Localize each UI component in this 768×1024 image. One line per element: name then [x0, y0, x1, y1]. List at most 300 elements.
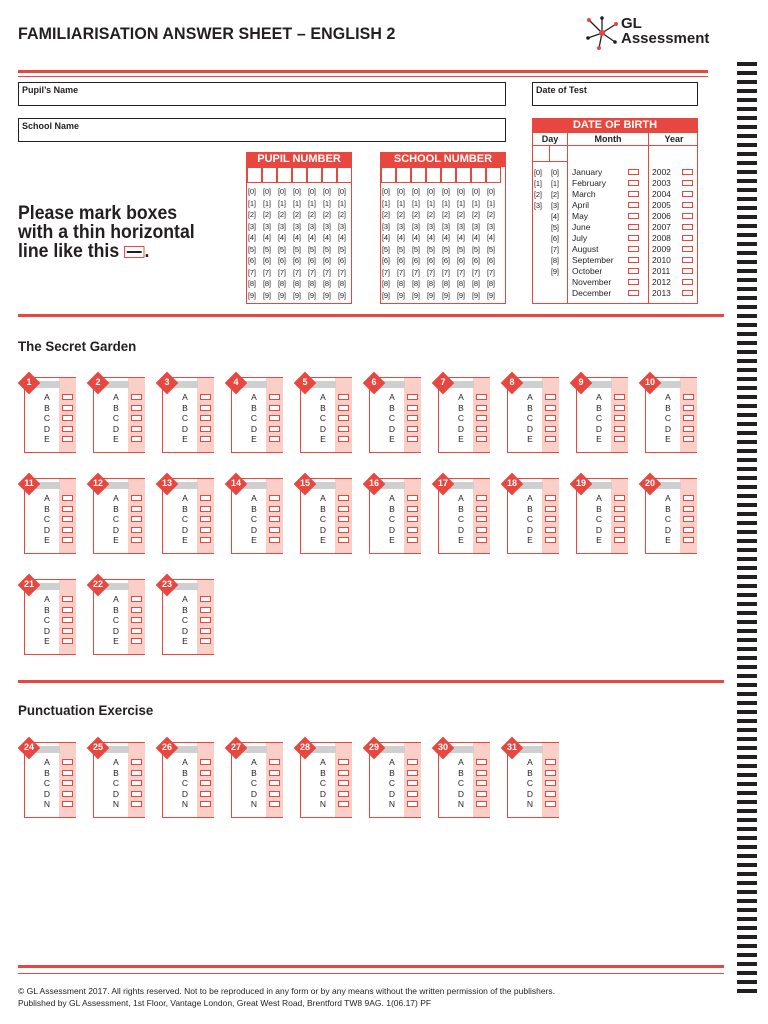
school-number-digit-bubble[interactable]: [5]	[442, 244, 450, 254]
answer-box[interactable]	[269, 495, 280, 501]
dob-year-box[interactable]	[682, 202, 693, 208]
answer-box[interactable]	[338, 394, 349, 400]
school-number-digit-bubble[interactable]: [1]	[412, 198, 420, 208]
pupil-number-digit-bubble[interactable]: [5]	[293, 244, 301, 254]
school-number-digit-bubble[interactable]: [4]	[382, 233, 390, 242]
school-number-digit-bubble[interactable]: [1]	[472, 198, 480, 208]
school-number-digit-bubble[interactable]: [3]	[457, 221, 465, 231]
answer-box[interactable]	[62, 607, 73, 613]
answer-box[interactable]	[338, 415, 349, 421]
answer-box[interactable]	[62, 495, 73, 501]
pupil-number-digit-bubble[interactable]: [4]	[308, 233, 316, 242]
school-number-digit-bubble[interactable]: [0]	[382, 187, 390, 196]
answer-box[interactable]	[545, 537, 556, 543]
school-number-digit-bubble[interactable]: [6]	[382, 256, 390, 265]
answer-box[interactable]	[131, 426, 142, 432]
pupil-number-digit-bubble[interactable]: [6]	[263, 256, 271, 265]
pupil-number-digit-bubble[interactable]: [9]	[263, 290, 271, 300]
school-number-digit-bubble[interactable]: [3]	[397, 221, 405, 231]
pupil-number-digit-bubble[interactable]: [3]	[308, 221, 316, 231]
pupil-number-digit-bubble[interactable]: [6]	[308, 256, 316, 265]
dob-month-box[interactable]	[628, 246, 639, 252]
dob-month-box[interactable]	[628, 268, 639, 274]
dob-month-row[interactable]	[572, 233, 639, 243]
pupil-number-digit-bubble[interactable]: [3]	[293, 221, 301, 231]
pupil-number-digit-bubble[interactable]: [3]	[323, 221, 331, 231]
answer-box[interactable]	[407, 394, 418, 400]
answer-box[interactable]	[200, 426, 211, 432]
answer-box[interactable]	[545, 415, 556, 421]
school-number-digit-bubble[interactable]: [1]	[382, 198, 390, 208]
dob-day-tens-bubble[interactable]: [0]	[534, 168, 542, 177]
pupil-number-digit-bubble[interactable]: [8]	[323, 279, 331, 288]
answer-box[interactable]	[338, 801, 349, 807]
answer-box[interactable]	[200, 638, 211, 644]
school-number-digit-bubble[interactable]: [4]	[397, 233, 405, 242]
pupil-number-digit-bubble[interactable]: [2]	[263, 210, 271, 219]
pupil-number-digit-bubble[interactable]: [8]	[293, 279, 301, 288]
answer-box[interactable]	[338, 791, 349, 797]
answer-box[interactable]	[131, 791, 142, 797]
answer-box[interactable]	[476, 394, 487, 400]
answer-box[interactable]	[614, 415, 625, 421]
answer-box[interactable]	[131, 436, 142, 442]
answer-box[interactable]	[62, 527, 73, 533]
pupil-number-digit-bubble[interactable]: [0]	[293, 187, 301, 196]
pupil-number-digit-bubble[interactable]: [0]	[308, 187, 316, 196]
answer-box[interactable]	[131, 638, 142, 644]
school-number-digit-bubble[interactable]: [8]	[412, 279, 420, 288]
answer-box[interactable]	[269, 405, 280, 411]
pupil-number-digit-bubble[interactable]: [4]	[278, 233, 286, 242]
school-number-digit-bubble[interactable]: [3]	[472, 221, 480, 231]
answer-box[interactable]	[614, 394, 625, 400]
answer-box[interactable]	[476, 527, 487, 533]
school-number-digit-bubble[interactable]: [4]	[472, 233, 480, 242]
pupil-number-digit-bubble[interactable]: [7]	[308, 267, 316, 277]
dob-month-box[interactable]	[628, 169, 639, 175]
answer-box[interactable]	[131, 628, 142, 634]
answer-box[interactable]	[407, 436, 418, 442]
pupil-number-digit-bubble[interactable]: [6]	[338, 256, 346, 265]
dob-day-tens-bubble[interactable]: [1]	[534, 179, 542, 188]
answer-box[interactable]	[545, 516, 556, 522]
school-number-digit-bubble[interactable]: [3]	[487, 221, 495, 231]
answer-box[interactable]	[200, 628, 211, 634]
answer-box[interactable]	[476, 405, 487, 411]
pupil-number-digit-bubble[interactable]: [5]	[248, 244, 256, 254]
answer-box[interactable]	[131, 527, 142, 533]
answer-box[interactable]	[131, 801, 142, 807]
answer-box[interactable]	[545, 405, 556, 411]
school-number-digit-bubble[interactable]: [8]	[397, 279, 405, 288]
school-number-digit-bubble[interactable]: [4]	[487, 233, 495, 242]
pupil-number-entry-box[interactable]	[337, 167, 352, 183]
dob-year-box[interactable]	[682, 180, 693, 186]
school-number-digit-bubble[interactable]: [2]	[487, 210, 495, 219]
answer-box[interactable]	[200, 617, 211, 623]
answer-box[interactable]	[683, 506, 694, 512]
dob-month-row[interactable]	[572, 288, 639, 298]
dob-year-row[interactable]	[652, 211, 693, 221]
pupil-number-digit-bubble[interactable]: [2]	[248, 210, 256, 219]
answer-box[interactable]	[407, 537, 418, 543]
school-number-digit-bubble[interactable]: [7]	[412, 267, 420, 277]
pupil-number-digit-bubble[interactable]: [2]	[278, 210, 286, 219]
answer-box[interactable]	[476, 436, 487, 442]
answer-box[interactable]	[269, 527, 280, 533]
school-number-digit-bubble[interactable]: [1]	[442, 198, 450, 208]
pupil-number-digit-bubble[interactable]: [8]	[338, 279, 346, 288]
answer-box[interactable]	[131, 405, 142, 411]
answer-box[interactable]	[476, 415, 487, 421]
school-number-digit-bubble[interactable]: [5]	[487, 244, 495, 254]
dob-month-row[interactable]	[572, 200, 639, 210]
pupil-number-entry-box[interactable]	[292, 167, 307, 183]
answer-box[interactable]	[545, 780, 556, 786]
dob-day-units-bubble[interactable]: [5]	[551, 223, 559, 232]
answer-box[interactable]	[269, 415, 280, 421]
dob-month-box[interactable]	[628, 290, 639, 296]
dob-year-row[interactable]	[652, 233, 693, 243]
school-number-digit-bubble[interactable]: [7]	[487, 267, 495, 277]
dob-year-box[interactable]	[682, 235, 693, 241]
dob-year-row[interactable]	[652, 189, 693, 199]
answer-box[interactable]	[131, 759, 142, 765]
answer-box[interactable]	[545, 426, 556, 432]
school-number-digit-bubble[interactable]: [5]	[382, 244, 390, 254]
dob-month-box[interactable]	[628, 279, 639, 285]
dob-year-row[interactable]	[652, 167, 693, 177]
school-number-digit-bubble[interactable]: [6]	[472, 256, 480, 265]
answer-box[interactable]	[200, 759, 211, 765]
school-number-entry-box[interactable]	[411, 167, 426, 183]
school-number-entry-box[interactable]	[456, 167, 471, 183]
school-number-digit-bubble[interactable]: [9]	[412, 290, 420, 300]
answer-box[interactable]	[131, 506, 142, 512]
answer-box[interactable]	[683, 405, 694, 411]
answer-box[interactable]	[407, 780, 418, 786]
pupil-number-digit-bubble[interactable]: [4]	[323, 233, 331, 242]
answer-box[interactable]	[683, 426, 694, 432]
school-number-digit-bubble[interactable]: [0]	[457, 187, 465, 196]
answer-box[interactable]	[131, 596, 142, 602]
dob-month-box[interactable]	[628, 180, 639, 186]
dob-month-box[interactable]	[628, 235, 639, 241]
answer-box[interactable]	[338, 780, 349, 786]
school-number-digit-bubble[interactable]: [1]	[457, 198, 465, 208]
dob-month-row[interactable]	[572, 222, 639, 232]
answer-box[interactable]	[62, 617, 73, 623]
dob-day-units-bubble[interactable]: [1]	[551, 179, 559, 188]
dob-month-box[interactable]	[628, 224, 639, 230]
school-number-digit-bubble[interactable]: [7]	[472, 267, 480, 277]
answer-box[interactable]	[407, 506, 418, 512]
answer-box[interactable]	[545, 436, 556, 442]
school-number-entry-box[interactable]	[471, 167, 486, 183]
pupil-number-entry-box[interactable]	[307, 167, 322, 183]
school-number-digit-bubble[interactable]: [3]	[382, 221, 390, 231]
school-number-digit-bubble[interactable]: [1]	[487, 198, 495, 208]
school-number-entry-box[interactable]	[486, 167, 501, 183]
pupil-number-digit-bubble[interactable]: [7]	[263, 267, 271, 277]
pupil-number-digit-bubble[interactable]: [7]	[338, 267, 346, 277]
answer-box[interactable]	[62, 405, 73, 411]
answer-box[interactable]	[62, 759, 73, 765]
school-number-digit-bubble[interactable]: [6]	[397, 256, 405, 265]
dob-day-units-bubble[interactable]: [0]	[551, 168, 559, 177]
answer-box[interactable]	[476, 516, 487, 522]
pupil-number-digit-bubble[interactable]: [0]	[278, 187, 286, 196]
answer-box[interactable]	[545, 770, 556, 776]
dob-year-box[interactable]	[682, 268, 693, 274]
pupil-number-digit-bubble[interactable]: [4]	[293, 233, 301, 242]
pupil-number-digit-bubble[interactable]: [2]	[308, 210, 316, 219]
answer-box[interactable]	[200, 780, 211, 786]
pupil-number-digit-bubble[interactable]: [4]	[263, 233, 271, 242]
pupil-number-digit-bubble[interactable]: [1]	[278, 198, 286, 208]
pupil-number-digit-bubble[interactable]: [0]	[323, 187, 331, 196]
answer-box[interactable]	[476, 537, 487, 543]
pupil-number-digit-bubble[interactable]: [8]	[278, 279, 286, 288]
dob-year-box[interactable]	[682, 246, 693, 252]
dob-month-box[interactable]	[628, 257, 639, 263]
pupil-number-digit-bubble[interactable]: [7]	[323, 267, 331, 277]
answer-box[interactable]	[131, 770, 142, 776]
answer-box[interactable]	[200, 506, 211, 512]
school-number-digit-bubble[interactable]: [6]	[412, 256, 420, 265]
answer-box[interactable]	[545, 791, 556, 797]
school-number-digit-bubble[interactable]: [8]	[472, 279, 480, 288]
pupil-number-digit-bubble[interactable]: [4]	[248, 233, 256, 242]
answer-box[interactable]	[62, 394, 73, 400]
dob-month-row[interactable]	[572, 167, 639, 177]
school-number-digit-bubble[interactable]: [4]	[427, 233, 435, 242]
answer-box[interactable]	[338, 537, 349, 543]
answer-box[interactable]	[338, 516, 349, 522]
school-number-digit-bubble[interactable]: [0]	[397, 187, 405, 196]
answer-box[interactable]	[131, 516, 142, 522]
pupil-number-digit-bubble[interactable]: [5]	[278, 244, 286, 254]
school-name-field[interactable]	[18, 118, 506, 142]
school-number-digit-bubble[interactable]: [4]	[457, 233, 465, 242]
pupil-number-digit-bubble[interactable]: [1]	[308, 198, 316, 208]
school-number-digit-bubble[interactable]: [6]	[442, 256, 450, 265]
pupil-number-digit-bubble[interactable]: [8]	[263, 279, 271, 288]
dob-year-row[interactable]	[652, 244, 693, 254]
pupil-number-entry-box[interactable]	[277, 167, 292, 183]
pupil-number-digit-bubble[interactable]: [7]	[278, 267, 286, 277]
pupil-number-digit-bubble[interactable]: [8]	[248, 279, 256, 288]
answer-box[interactable]	[200, 801, 211, 807]
answer-box[interactable]	[131, 415, 142, 421]
answer-box[interactable]	[683, 527, 694, 533]
school-number-digit-bubble[interactable]: [9]	[397, 290, 405, 300]
answer-box[interactable]	[476, 426, 487, 432]
answer-box[interactable]	[407, 415, 418, 421]
answer-box[interactable]	[683, 394, 694, 400]
answer-box[interactable]	[476, 791, 487, 797]
school-number-digit-bubble[interactable]: [0]	[487, 187, 495, 196]
pupil-number-digit-bubble[interactable]: [6]	[278, 256, 286, 265]
answer-box[interactable]	[476, 780, 487, 786]
school-number-digit-bubble[interactable]: [2]	[397, 210, 405, 219]
pupil-number-digit-bubble[interactable]: [9]	[338, 290, 346, 300]
answer-box[interactable]	[269, 516, 280, 522]
pupil-number-digit-bubble[interactable]: [0]	[338, 187, 346, 196]
pupil-number-digit-bubble[interactable]: [5]	[323, 244, 331, 254]
school-number-digit-bubble[interactable]: [9]	[427, 290, 435, 300]
dob-year-box[interactable]	[682, 279, 693, 285]
answer-box[interactable]	[62, 596, 73, 602]
answer-box[interactable]	[407, 405, 418, 411]
pupil-number-digit-bubble[interactable]: [6]	[293, 256, 301, 265]
answer-box[interactable]	[407, 801, 418, 807]
answer-box[interactable]	[614, 495, 625, 501]
answer-box[interactable]	[62, 506, 73, 512]
answer-box[interactable]	[338, 405, 349, 411]
answer-box[interactable]	[200, 791, 211, 797]
answer-box[interactable]	[269, 759, 280, 765]
answer-box[interactable]	[683, 516, 694, 522]
school-number-entry-box[interactable]	[396, 167, 411, 183]
answer-box[interactable]	[476, 495, 487, 501]
answer-box[interactable]	[200, 394, 211, 400]
dob-month-row[interactable]	[572, 266, 639, 276]
school-number-digit-bubble[interactable]: [3]	[442, 221, 450, 231]
pupil-number-digit-bubble[interactable]: [3]	[263, 221, 271, 231]
answer-box[interactable]	[614, 405, 625, 411]
answer-box[interactable]	[62, 426, 73, 432]
answer-box[interactable]	[62, 770, 73, 776]
answer-box[interactable]	[476, 770, 487, 776]
dob-year-row[interactable]	[652, 277, 693, 287]
answer-box[interactable]	[62, 415, 73, 421]
pupil-number-entry-box[interactable]	[262, 167, 277, 183]
school-number-digit-bubble[interactable]: [4]	[412, 233, 420, 242]
answer-box[interactable]	[407, 426, 418, 432]
school-number-digit-bubble[interactable]: [2]	[457, 210, 465, 219]
school-number-digit-bubble[interactable]: [1]	[427, 198, 435, 208]
school-number-digit-bubble[interactable]: [5]	[427, 244, 435, 254]
pupil-number-entry-box[interactable]	[322, 167, 337, 183]
answer-box[interactable]	[407, 495, 418, 501]
school-number-entry-box[interactable]	[441, 167, 456, 183]
school-number-digit-bubble[interactable]: [9]	[487, 290, 495, 300]
dob-year-box[interactable]	[682, 213, 693, 219]
pupil-number-digit-bubble[interactable]: [1]	[323, 198, 331, 208]
school-number-digit-bubble[interactable]: [6]	[487, 256, 495, 265]
school-number-digit-bubble[interactable]: [7]	[457, 267, 465, 277]
answer-box[interactable]	[683, 537, 694, 543]
pupil-name-field[interactable]	[18, 82, 506, 106]
pupil-number-digit-bubble[interactable]: [3]	[338, 221, 346, 231]
dob-year-row[interactable]	[652, 288, 693, 298]
school-number-digit-bubble[interactable]: [2]	[412, 210, 420, 219]
answer-box[interactable]	[338, 770, 349, 776]
answer-box[interactable]	[476, 506, 487, 512]
answer-box[interactable]	[200, 607, 211, 613]
dob-year-box[interactable]	[682, 169, 693, 175]
dob-month-row[interactable]	[572, 244, 639, 254]
answer-box[interactable]	[269, 506, 280, 512]
school-number-digit-bubble[interactable]: [3]	[412, 221, 420, 231]
dob-day-units-bubble[interactable]: [2]	[551, 190, 559, 199]
school-number-digit-bubble[interactable]: [5]	[412, 244, 420, 254]
answer-box[interactable]	[200, 495, 211, 501]
school-number-digit-bubble[interactable]: [8]	[442, 279, 450, 288]
answer-box[interactable]	[545, 506, 556, 512]
pupil-number-digit-bubble[interactable]: [3]	[278, 221, 286, 231]
answer-box[interactable]	[545, 801, 556, 807]
dob-year-row[interactable]	[652, 266, 693, 276]
dob-year-row[interactable]	[652, 255, 693, 265]
dob-year-row[interactable]	[652, 178, 693, 188]
answer-box[interactable]	[476, 759, 487, 765]
dob-day-units-bubble[interactable]: [6]	[551, 234, 559, 243]
dob-day-units-bubble[interactable]: [8]	[551, 256, 559, 265]
answer-box[interactable]	[200, 527, 211, 533]
dob-month-row[interactable]	[572, 211, 639, 221]
school-number-digit-bubble[interactable]: [6]	[427, 256, 435, 265]
pupil-number-digit-bubble[interactable]: [0]	[248, 187, 256, 196]
pupil-number-digit-bubble[interactable]: [2]	[323, 210, 331, 219]
answer-box[interactable]	[683, 415, 694, 421]
answer-box[interactable]	[407, 516, 418, 522]
answer-box[interactable]	[131, 780, 142, 786]
school-number-digit-bubble[interactable]: [5]	[472, 244, 480, 254]
dob-day-tens-bubble[interactable]: [2]	[534, 190, 542, 199]
pupil-number-digit-bubble[interactable]: [6]	[323, 256, 331, 265]
pupil-number-digit-bubble[interactable]: [9]	[293, 290, 301, 300]
answer-box[interactable]	[200, 770, 211, 776]
answer-box[interactable]	[200, 415, 211, 421]
answer-box[interactable]	[62, 628, 73, 634]
school-number-digit-bubble[interactable]: [9]	[457, 290, 465, 300]
dob-year-row[interactable]	[652, 222, 693, 232]
answer-box[interactable]	[407, 791, 418, 797]
answer-box[interactable]	[614, 516, 625, 522]
school-number-digit-bubble[interactable]: [5]	[457, 244, 465, 254]
pupil-number-digit-bubble[interactable]: [1]	[338, 198, 346, 208]
answer-box[interactable]	[269, 770, 280, 776]
answer-box[interactable]	[269, 426, 280, 432]
answer-box[interactable]	[614, 436, 625, 442]
pupil-number-entry-box[interactable]	[247, 167, 262, 183]
answer-box[interactable]	[62, 801, 73, 807]
answer-box[interactable]	[338, 506, 349, 512]
pupil-number-digit-bubble[interactable]: [0]	[263, 187, 271, 196]
school-number-digit-bubble[interactable]: [8]	[487, 279, 495, 288]
school-number-digit-bubble[interactable]: [1]	[397, 198, 405, 208]
school-number-entry-box[interactable]	[426, 167, 441, 183]
school-number-digit-bubble[interactable]: [0]	[442, 187, 450, 196]
pupil-number-digit-bubble[interactable]: [7]	[293, 267, 301, 277]
answer-box[interactable]	[131, 537, 142, 543]
dob-month-row[interactable]	[572, 189, 639, 199]
pupil-number-digit-bubble[interactable]: [5]	[308, 244, 316, 254]
pupil-number-digit-bubble[interactable]: [6]	[248, 256, 256, 265]
school-number-digit-bubble[interactable]: [9]	[472, 290, 480, 300]
pupil-number-digit-bubble[interactable]: [3]	[248, 221, 256, 231]
school-number-digit-bubble[interactable]: [2]	[472, 210, 480, 219]
dob-year-box[interactable]	[682, 257, 693, 263]
school-number-digit-bubble[interactable]: [7]	[442, 267, 450, 277]
dob-month-box[interactable]	[628, 191, 639, 197]
answer-box[interactable]	[338, 495, 349, 501]
answer-box[interactable]	[269, 780, 280, 786]
pupil-number-digit-bubble[interactable]: [9]	[278, 290, 286, 300]
